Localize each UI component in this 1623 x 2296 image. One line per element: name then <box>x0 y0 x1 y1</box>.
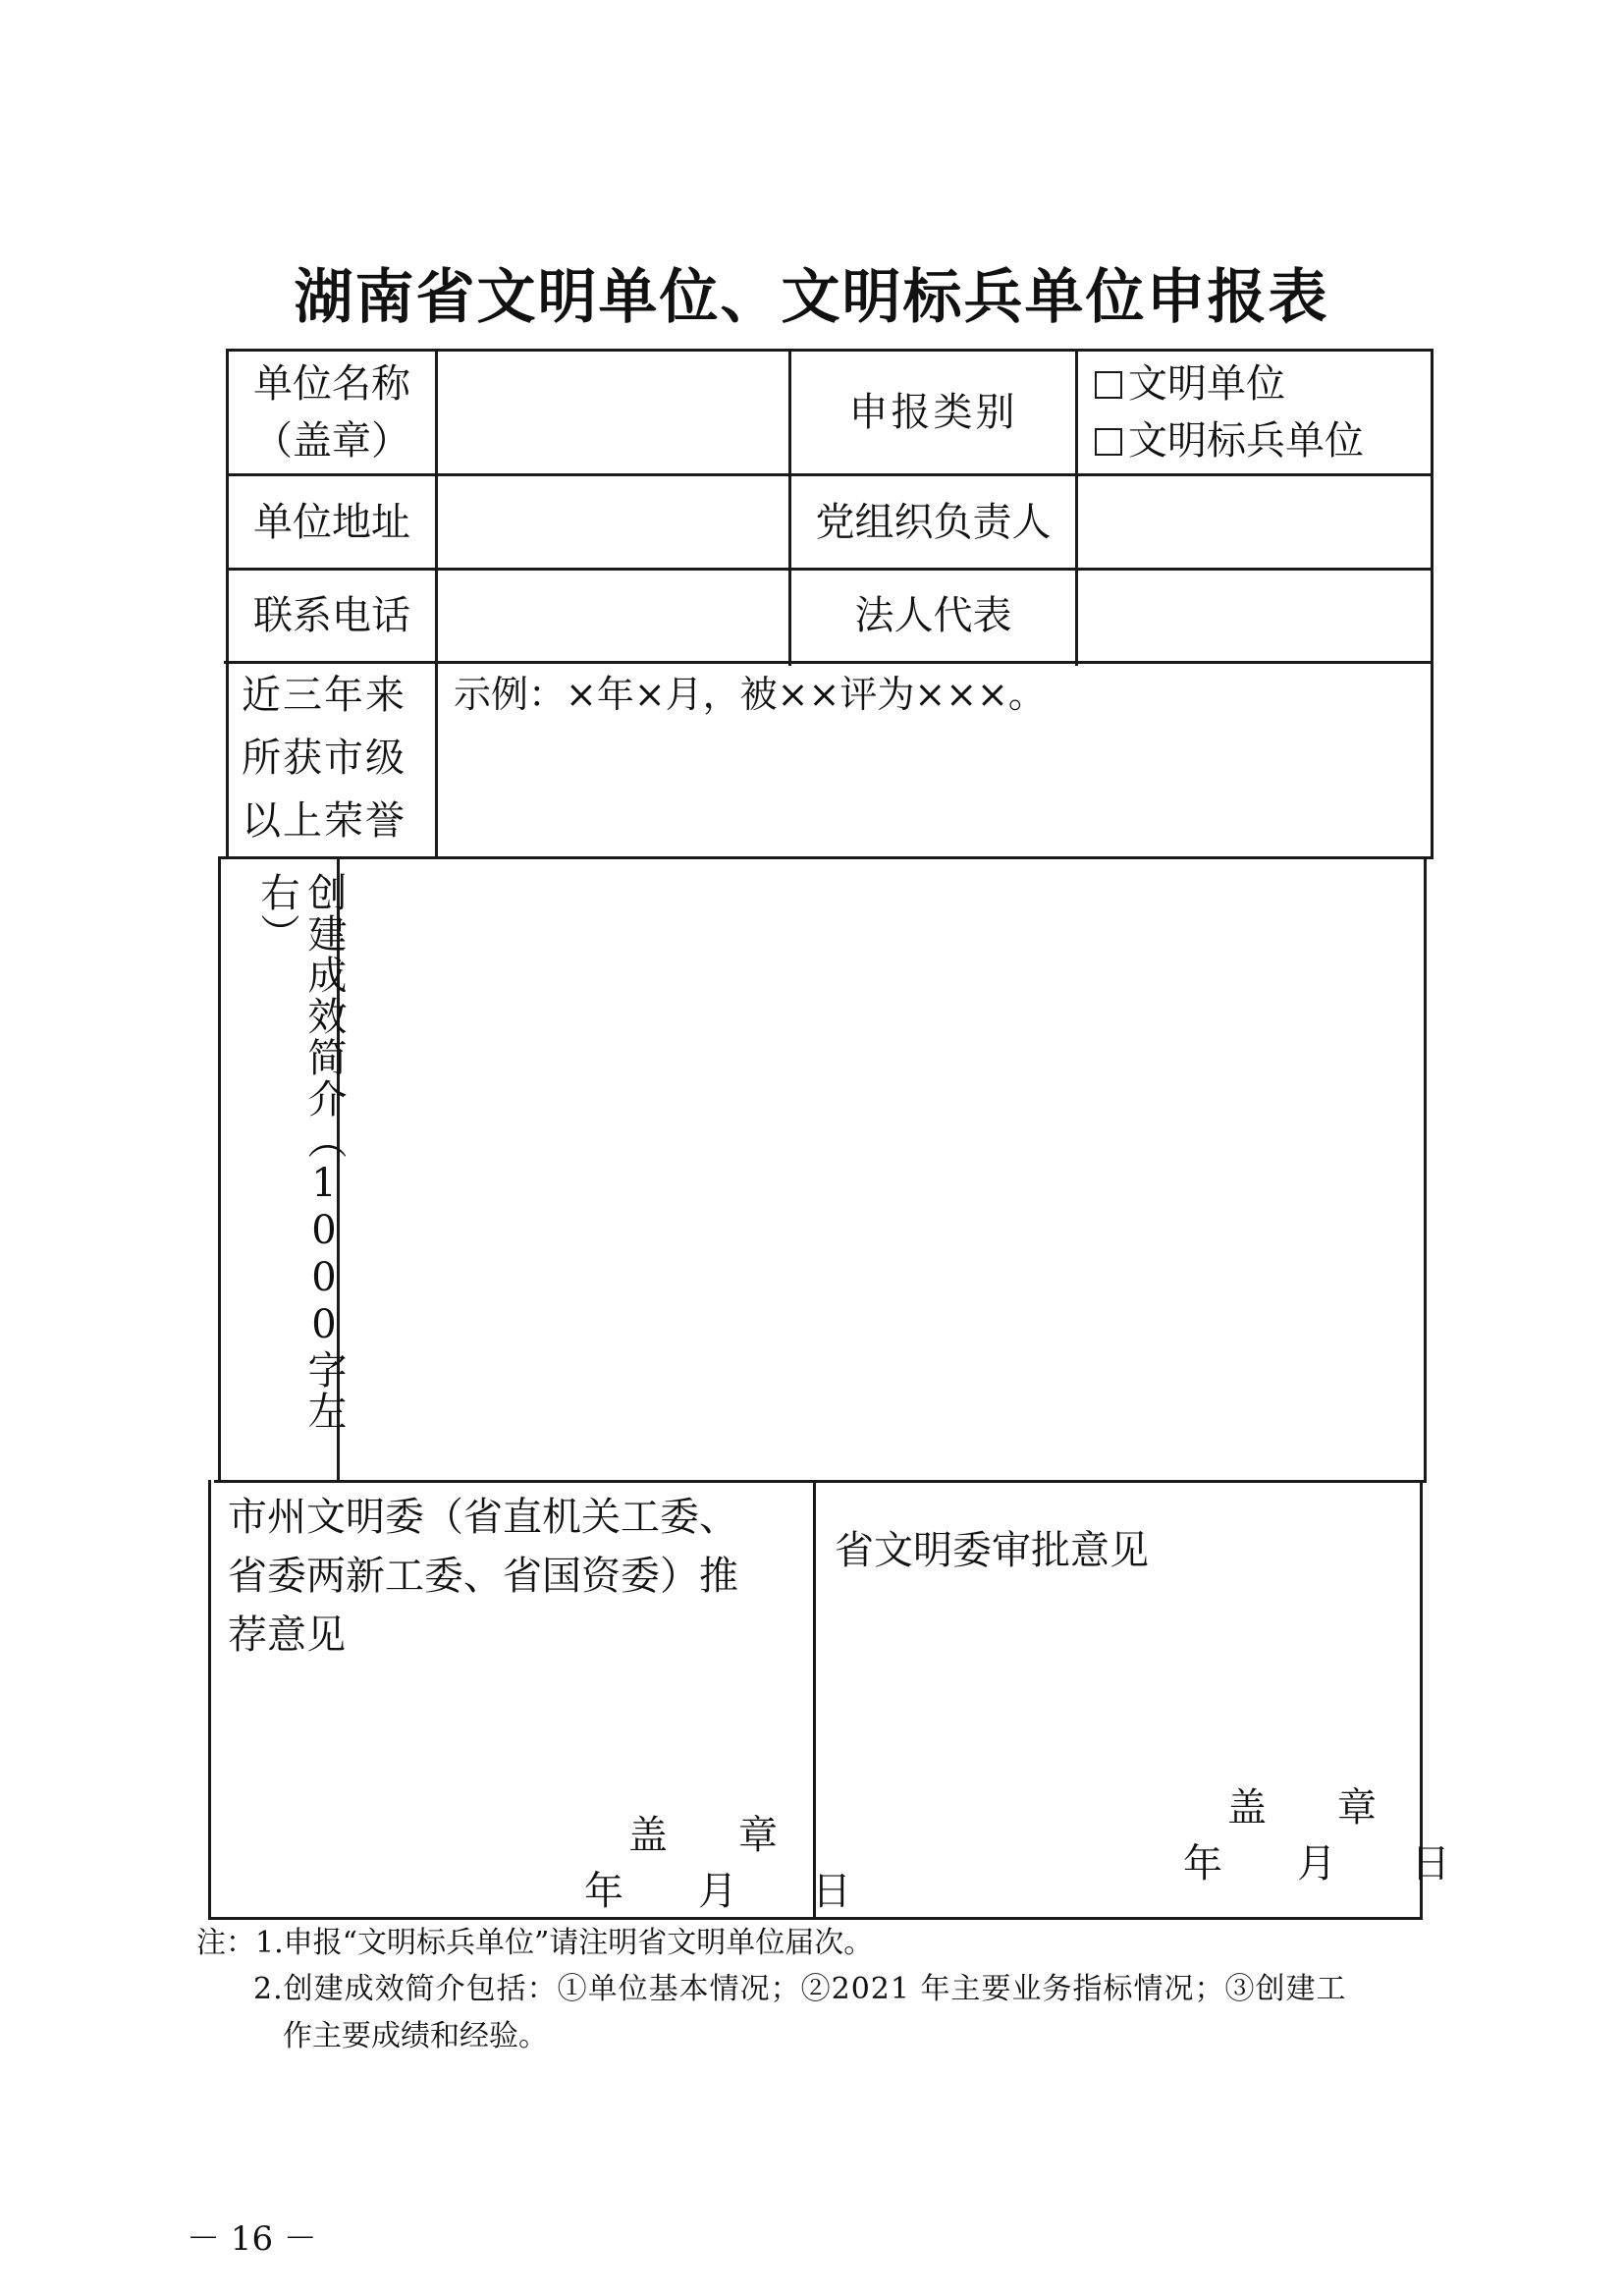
legal-rep-field[interactable] <box>1078 571 1431 661</box>
form-title: 湖南省文明单位、文明标兵单位申报表 <box>294 263 1329 332</box>
recommend-title-line2: 省委两新工委、省国资委）推 <box>228 1554 738 1599</box>
recommend-title-line1: 市州文明委（省直机关工委、 <box>228 1495 738 1540</box>
approval-date: 年 月 日 <box>1183 1841 1468 1886</box>
summary-label: 创建成效简介（1000字左右） <box>254 872 347 1432</box>
address-label: 单位地址 <box>253 499 410 545</box>
table-row-line <box>214 1480 1424 1483</box>
unit-name-field[interactable] <box>438 352 788 473</box>
approval-title: 省文明委审批意见 <box>835 1528 1149 1573</box>
honors-field[interactable] <box>454 666 1426 852</box>
page-number: － 16 － <box>187 2219 317 2259</box>
honors-label-line2: 所获市级 <box>242 736 406 781</box>
note-line-2: 2.创建成效简介包括：①单位基本情况；②2021 年主要业务指标情况；③创建工 <box>253 1972 1347 2006</box>
category-label: 申报类别 <box>848 390 1018 435</box>
note-line-3: 作主要成绩和经验。 <box>283 2019 548 2053</box>
party-leader-label: 党组织负责人 <box>815 499 1052 545</box>
table-border-left <box>208 1480 211 1920</box>
unit-name-label <box>229 352 435 473</box>
party-leader-field[interactable] <box>1078 476 1431 568</box>
option-model-unit[interactable]: 文明标兵单位 <box>1095 412 1429 469</box>
unit-name-label-line2: （盖章） <box>253 418 410 464</box>
option-civilized-unit[interactable]: 文明单位 <box>1095 355 1429 412</box>
table-border-right <box>1424 856 1427 1483</box>
note-line-1: 注：1.申报“文明标兵单位”请注明省文明单位届次。 <box>196 1926 874 1960</box>
recommend-date: 年 月 日 <box>584 1869 869 1914</box>
recommend-seal: 盖 章 <box>628 1813 793 1858</box>
table-col-line <box>813 1480 816 1920</box>
honors-label-line1: 近三年来 <box>242 673 406 718</box>
approval-seal: 盖 章 <box>1227 1785 1392 1831</box>
phone-field[interactable] <box>438 571 788 661</box>
summary-field[interactable] <box>340 859 1424 1480</box>
checkbox-model-unit[interactable] <box>1095 428 1122 456</box>
recommend-title-line3: 荐意见 <box>228 1613 346 1658</box>
legal-rep-label: 法人代表 <box>854 593 1012 638</box>
unit-name-label-line1: 单位名称 <box>253 361 410 407</box>
honors-label <box>242 664 428 856</box>
address-field[interactable] <box>438 476 788 568</box>
table-border-left <box>218 856 221 1483</box>
honors-label-line3: 以上荣誉 <box>242 798 406 844</box>
checkbox-civilized-unit[interactable] <box>1095 371 1122 399</box>
phone-label: 联系电话 <box>253 593 410 638</box>
table-border-right <box>1431 349 1434 859</box>
honors-example: 示例：×年×月，被××评为×××。 <box>454 673 1046 716</box>
category-options <box>1095 355 1429 471</box>
